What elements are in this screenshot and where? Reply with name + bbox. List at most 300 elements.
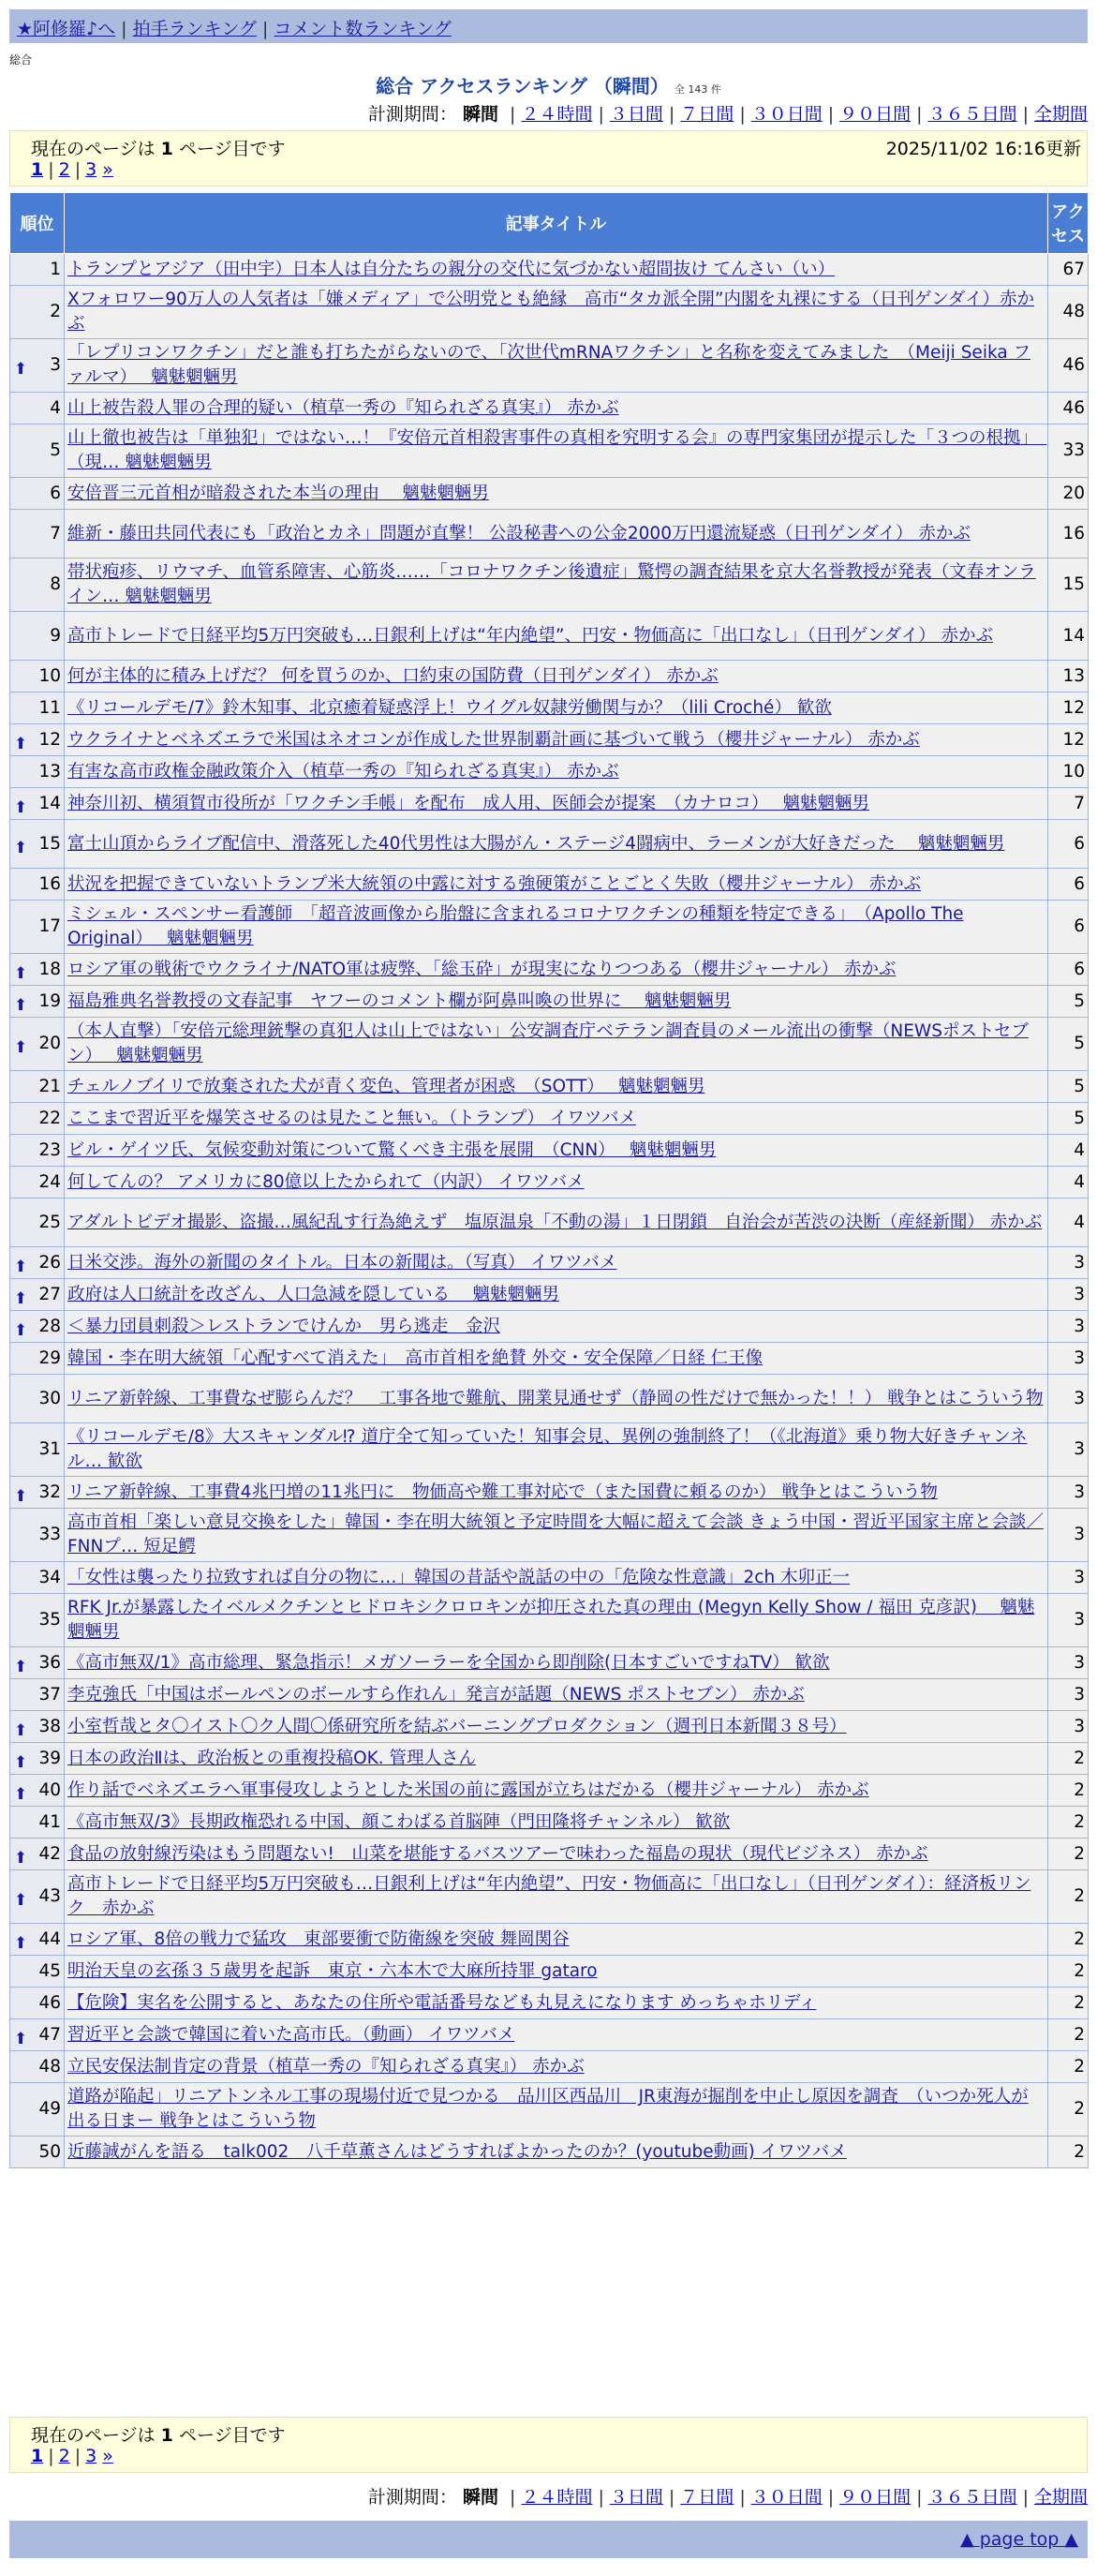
rank-up-arrow-icon: ⬆ xyxy=(14,734,28,753)
table-row xyxy=(10,286,1089,339)
rank-cell xyxy=(10,612,65,661)
table-row xyxy=(10,478,1089,510)
title-cell xyxy=(65,2137,1048,2168)
rank-cell xyxy=(10,756,65,788)
rank-cell xyxy=(10,1071,65,1103)
separator: | xyxy=(916,104,923,125)
access-count: 16 xyxy=(1048,510,1089,558)
rank-number: 31 xyxy=(38,1439,61,1459)
access-count: 2 xyxy=(1048,2019,1089,2051)
table-row xyxy=(10,558,1089,612)
table-row xyxy=(10,1956,1089,1988)
title-cell xyxy=(65,558,1048,612)
rank-number: 19 xyxy=(38,990,61,1011)
page-link[interactable]: 1 xyxy=(31,2446,44,2466)
access-count: 3 xyxy=(1048,1711,1089,1743)
table-row xyxy=(10,1679,1089,1711)
article-link[interactable]: トランプとアジア（田中宇）日本人は自分たちの親分の交代に気づかない超間抜け てんさい（い） xyxy=(67,259,836,279)
rank-up-arrow-icon: ⬆ xyxy=(14,1720,28,1740)
period-link[interactable]: ３０日間 xyxy=(750,2487,823,2508)
access-count: 2 xyxy=(1048,1807,1089,1839)
clap-ranking-link[interactable]: 拍手ランキング xyxy=(132,19,258,39)
access-count: 20 xyxy=(1048,478,1089,510)
bottom-bar xyxy=(9,2521,1088,2558)
rank-number: 38 xyxy=(38,1716,61,1736)
article-link[interactable]: 《高市無双/1》高市総理、緊急指示！メガソーラーを全国から即削除(日本すごいですねTV） 歓欲 xyxy=(67,1652,830,1673)
rank-cell xyxy=(10,2019,65,2051)
title-cell xyxy=(65,724,1048,756)
rank-cell xyxy=(10,1870,65,1924)
page-link[interactable]: 3 xyxy=(85,159,97,180)
access-count: 12 xyxy=(1048,692,1089,724)
table-row xyxy=(10,1135,1089,1167)
table-row xyxy=(10,954,1089,986)
access-count: 2 xyxy=(1048,1988,1089,2019)
title-cell xyxy=(65,756,1048,788)
table-row xyxy=(10,1423,1089,1477)
title-cell xyxy=(65,1924,1048,1956)
period-link[interactable]: ３日間 xyxy=(609,2487,663,2508)
rank-number: 23 xyxy=(38,1139,61,1160)
separator: | xyxy=(1022,104,1029,125)
access-count: 3 xyxy=(1048,1247,1089,1279)
separator: | xyxy=(1022,2487,1029,2508)
rank-number: 12 xyxy=(38,729,61,750)
article-link[interactable]: アダルトビデオ撮影、盗撮…風紀乱す行為絶えず 塩原温泉「不動の湯」１日閉鎖 自治会が苦渋の決断（産経新聞） 赤かぶ xyxy=(67,1212,1043,1232)
title-cell xyxy=(65,2019,1048,2051)
table-row xyxy=(10,1071,1089,1103)
title-cell xyxy=(65,254,1048,286)
rank-cell xyxy=(10,478,65,510)
table-row xyxy=(10,1199,1089,1247)
period-selector-bottom xyxy=(368,2483,1088,2509)
access-count: 3 xyxy=(1048,1562,1089,1594)
table-row xyxy=(10,1647,1089,1679)
rank-number: 21 xyxy=(38,1076,61,1096)
separator: | xyxy=(827,104,835,125)
period-link[interactable]: ３６５日間 xyxy=(927,2487,1017,2508)
rank-number: 4 xyxy=(50,397,61,418)
period-label: 計測期間： xyxy=(367,104,457,125)
access-count: 6 xyxy=(1048,820,1089,869)
title-cell xyxy=(65,1870,1048,1924)
rank-number: 20 xyxy=(38,1034,61,1053)
access-count: 2 xyxy=(1048,1775,1089,1807)
rank-number: 27 xyxy=(38,1284,61,1304)
access-count: 5 xyxy=(1048,986,1089,1018)
rank-cell xyxy=(10,1956,65,1988)
article-link[interactable]: チェルノブイリで放棄された犬が青く変色、管理者が困惑 （SOTT） 魑魅魍魎男 xyxy=(67,1076,705,1096)
article-link[interactable]: 作り話でベネズエラへ軍事侵攻しようとした米国の前に露国が立ちはだかる（櫻井ジャーナル） 赤かぶ xyxy=(67,1779,869,1800)
rank-number: 48 xyxy=(38,2056,61,2077)
rank-cell xyxy=(10,1343,65,1375)
title-cell xyxy=(65,1775,1048,1807)
rank-cell xyxy=(10,1647,65,1679)
rank-up-arrow-icon: ⬆ xyxy=(14,797,28,817)
table-row xyxy=(10,1743,1089,1775)
article-link[interactable]: 立民安保法制肯定の背景（植草一秀の『知られざる真実』） 赤かぶ xyxy=(67,2056,585,2077)
article-link[interactable]: リニア新幹線、工事費なぜ膨らんだ？ 工事各地で難航、開業見通せず（静岡の性だけで無かった！！） 戦争とはこういう物 xyxy=(67,1388,1044,1408)
rank-number: 46 xyxy=(38,1992,61,2013)
rank-cell xyxy=(10,2137,65,2168)
table-row xyxy=(10,1311,1089,1343)
table-row xyxy=(10,2051,1089,2083)
rank-number: 14 xyxy=(38,793,61,813)
rank-cell xyxy=(10,1279,65,1311)
access-count: 67 xyxy=(1048,254,1089,286)
rank-cell xyxy=(10,1743,65,1775)
article-link[interactable]: 日米交渉。海外の新聞のタイトル。日本の新聞は。（写真） イワツバメ xyxy=(67,1252,617,1273)
rank-up-arrow-icon: ⬆ xyxy=(14,1038,28,1057)
article-link[interactable]: ウクライナとベネズエラで米国はネオコンが作成した世界制覇計画に基づいて戦う（櫻井ジャーナル） 赤かぶ xyxy=(67,729,920,750)
table-row xyxy=(10,820,1089,869)
article-link[interactable]: 《高市無双/3》長期政権恐れる中国、顔こわばる首脳陣（門田隆将チャンネル） 歓欲 xyxy=(67,1811,731,1832)
title-cell xyxy=(65,869,1048,901)
article-link[interactable]: ロシア軍の戦術でウクライナ/NATO軍は疲弊、「総玉砕」が現実になりつつある（櫻井ジャーナル） 赤かぶ xyxy=(67,959,897,979)
article-link[interactable]: 高市トレードで日経平均5万円突破も…日銀利上げは“年内絶望”、円安・物価高に「出口なし」（日刊ゲンダイ）：経済板リンク 赤かぶ xyxy=(67,1874,1031,1918)
article-link[interactable]: 《リコールデモ/7》鈴木知事、北京癒着疑惑浮上！ウイグル奴隷労働関与か？（lili Croché） 歓欲 xyxy=(67,697,832,718)
period-link[interactable]: ７日間 xyxy=(680,104,734,125)
page-links xyxy=(31,2446,113,2466)
separator: | xyxy=(510,104,516,125)
table-row xyxy=(10,1594,1089,1647)
rank-number: 42 xyxy=(38,1843,61,1864)
access-count: 46 xyxy=(1048,393,1089,424)
rank-cell xyxy=(10,1807,65,1839)
separator: | xyxy=(598,2487,604,2508)
rank-number: 39 xyxy=(38,1748,61,1768)
article-link[interactable]: 政府は人口統計を改ざん、人口急減を隠している 魑魅魍魎男 xyxy=(67,1284,559,1304)
rank-number: 32 xyxy=(38,1482,61,1502)
rank-number: 6 xyxy=(50,483,61,503)
rank-number: 3 xyxy=(50,355,61,375)
page-links xyxy=(31,159,113,180)
access-count: 6 xyxy=(1048,869,1089,901)
article-link[interactable]: 習近平と会談で韓国に着いた高市氏。（動画） イワツバメ xyxy=(67,2024,515,2045)
access-count: 13 xyxy=(1048,661,1089,692)
table-row xyxy=(10,2137,1089,2168)
rank-cell xyxy=(10,692,65,724)
article-link[interactable]: 高市トレードで日経平均5万円突破も…日銀利上げは“年内絶望”、円安・物価高に「出口なし」（日刊ゲンダイ） 赤かぶ xyxy=(67,625,994,646)
article-link[interactable]: 富士山頂からライブ配信中、滑落死した40代男性は大腸がん・ステージ4闘病中、ラーメンが大好きだった 魑魅魍魎男 xyxy=(67,833,1005,854)
article-link[interactable]: 有害な高市政権金融政策介入（植草一秀の『知られざる真実』） 赤かぶ xyxy=(67,761,619,782)
page-link[interactable]: 2 xyxy=(58,159,70,180)
rank-cell xyxy=(10,1594,65,1647)
table-row xyxy=(10,661,1089,692)
table-row xyxy=(10,692,1089,724)
separator: | xyxy=(827,2487,835,2508)
title-cell xyxy=(65,1279,1048,1311)
article-link[interactable]: 韓国・李在明大統領「心配すべて消えた」 高市首相を絶賛 外交・安全保障／日経 仁王像 xyxy=(67,1348,763,1368)
title-cell xyxy=(65,788,1048,820)
rank-cell xyxy=(10,954,65,986)
separator: | xyxy=(48,2446,54,2466)
article-link[interactable]: 山上徹也被告は「単独犯」ではない…！『安倍元首相殺害事件の真相を究明する会』の専門家集団が提示した「３つの根拠」 （現… 魑魅魍魎男 xyxy=(67,428,1047,472)
article-link[interactable]: ロシア軍、8倍の戦力で猛攻 東部要衝で防衛線を突破 舞岡関谷 xyxy=(67,1928,570,1949)
access-count: 14 xyxy=(1048,612,1089,661)
article-link[interactable]: 福島雅典名誉教授の文春記事 ヤフーのコメント欄が阿鼻叫喚の世界に 魑魅魍魎男 xyxy=(67,990,732,1011)
period-link[interactable]: ７日間 xyxy=(680,2487,734,2508)
page-link[interactable]: 3 xyxy=(85,2446,97,2466)
rank-cell xyxy=(10,510,65,558)
article-link[interactable]: 明治天皇の玄孫３５歳男を起訴 東京・六本木で大麻所持罪 gataro xyxy=(67,1960,598,1981)
article-link[interactable]: 小室哲哉とタ〇イスト〇ク人間〇係研究所を結ぶバーニングプロダクション（週刊日本新聞３８号） xyxy=(67,1716,847,1736)
table-row xyxy=(10,1279,1089,1311)
table-row xyxy=(10,1343,1089,1375)
article-link[interactable]: 道路が陥起」リニアトンネル工事の現場付近で見つかる 品川区西品川 JR東海が掘削を中止し原因を調査 （いつか死人が出る日まー 戦争とはこういう物 xyxy=(67,2087,1029,2131)
period-label: 計測期間： xyxy=(367,2487,457,2508)
rank-up-arrow-icon: ⬆ xyxy=(14,995,28,1015)
article-link[interactable]: リニア新幹線、工事費4兆円増の11兆円に 物価高や難工事対応で（また国費に頼るのか） 戦争とはこういう物 xyxy=(67,1482,938,1502)
rank-number: 17 xyxy=(38,916,61,936)
title-cell xyxy=(65,986,1048,1018)
title-cell xyxy=(65,1071,1048,1103)
table-row xyxy=(10,612,1089,661)
rank-cell xyxy=(10,724,65,756)
rank-number: 35 xyxy=(38,1610,61,1630)
rank-number: 40 xyxy=(38,1779,61,1800)
rank-cell xyxy=(10,558,65,612)
rank-number: 2 xyxy=(50,302,61,321)
rank-cell xyxy=(10,1509,65,1562)
table-row xyxy=(10,424,1089,478)
title-cell xyxy=(65,1477,1048,1509)
period-current: 瞬間 xyxy=(462,104,498,125)
table-row xyxy=(10,986,1089,1018)
article-link[interactable]: （本人直撃）「安倍元総理銃撃の真犯人は山上ではない」公安調査庁ベテラン調査員のメール流出の衝撃（NEWSポストセブン） 魑魅魍魎男 xyxy=(67,1021,1029,1065)
article-link[interactable]: 維新・藤田共同代表にも「政治とカネ」問題が直撃！ 公設秘書への公金2000万円還流疑惑（日刊ゲンダイ） 赤かぶ xyxy=(67,523,971,543)
rank-number: 43 xyxy=(38,1886,61,1906)
access-count: 4 xyxy=(1048,1167,1089,1199)
rank-cell xyxy=(10,986,65,1018)
separator: | xyxy=(48,159,54,180)
rank-number: 1 xyxy=(50,259,61,279)
rank-cell xyxy=(10,1988,65,2019)
separator: | xyxy=(668,104,675,125)
table-row xyxy=(10,1018,1089,1071)
table-row xyxy=(10,2019,1089,2051)
access-count: 2 xyxy=(1048,2051,1089,2083)
title-cell xyxy=(65,1807,1048,1839)
rank-cell xyxy=(10,1375,65,1423)
title-cell xyxy=(65,954,1048,986)
rank-number: 28 xyxy=(38,1316,61,1336)
separator: | xyxy=(739,2487,746,2508)
rank-cell xyxy=(10,1679,65,1711)
article-link[interactable]: 食品の放射線汚染はもう問題ない! 山菜を堪能するバスツアーで味わった福島の現状（現代ビジネス） 赤かぶ xyxy=(67,1843,928,1864)
title-cell xyxy=(65,286,1048,339)
rank-number: 24 xyxy=(38,1171,61,1192)
rank-number: 16 xyxy=(38,873,61,894)
rank-cell xyxy=(10,254,65,286)
access-count: 2 xyxy=(1048,1839,1089,1870)
period-link[interactable]: ２４時間 xyxy=(521,2487,593,2508)
access-count: 3 xyxy=(1048,1509,1089,1562)
rank-number: 33 xyxy=(38,1525,61,1544)
title-cell xyxy=(65,478,1048,510)
rank-cell xyxy=(10,2051,65,2083)
article-link[interactable]: ビル・ゲイツ氏、気候変動対策について驚くべき主張を展開 （CNN） 魑魅魍魎男 xyxy=(67,1139,717,1160)
table-row xyxy=(10,1375,1089,1423)
rank-number: 44 xyxy=(38,1928,61,1949)
title-cell xyxy=(65,393,1048,424)
article-link[interactable]: 山上被告殺人罪の合理的疑い（植草一秀の『知られざる真実』） 赤かぶ xyxy=(67,397,619,418)
rank-up-arrow-icon: ⬆ xyxy=(14,963,28,983)
article-link[interactable]: 高市首相「楽しい意見交換をした」韓国・李在明大統領と予定時間を大幅に超えて会談 きょう中国・習近平国家主席と会談／FNNプ… 短足鰐 xyxy=(67,1512,1044,1556)
current-page-text: 現在のページは 1 ページ目です xyxy=(31,2425,286,2446)
article-link[interactable]: 帯状疱疹、リウマチ、血管系障害、心筋炎……「コロナワクチン後遺症」驚愕の調査結果を京大名誉教授が発表（文春オンライン… 魑魅魍魎男 xyxy=(67,562,1036,606)
title-cell xyxy=(65,1647,1048,1679)
period-links xyxy=(504,2487,1088,2508)
pager-bottom xyxy=(9,2417,1088,2473)
title-cell xyxy=(65,1988,1048,2019)
period-link[interactable]: ２４時間 xyxy=(521,104,593,125)
access-count: 7 xyxy=(1048,788,1089,820)
rank-number: 50 xyxy=(38,2141,61,2162)
title-cell xyxy=(65,692,1048,724)
rank-number: 36 xyxy=(38,1652,61,1673)
access-count: 2 xyxy=(1048,2137,1089,2168)
article-link[interactable]: 安倍晋三元首相が暗殺された本当の理由 魑魅魍魎男 xyxy=(67,483,489,503)
title-cell xyxy=(65,510,1048,558)
access-count: 2 xyxy=(1048,1956,1089,1988)
title-cell xyxy=(65,820,1048,869)
rank-number: 30 xyxy=(38,1388,61,1408)
rank-up-arrow-icon: ⬆ xyxy=(14,1891,28,1910)
table-row xyxy=(10,1247,1089,1279)
rank-number: 10 xyxy=(38,665,61,686)
table-row xyxy=(10,901,1089,954)
title-cell xyxy=(65,1743,1048,1775)
rank-cell xyxy=(10,1247,65,1279)
page-link[interactable]: 2 xyxy=(58,2446,70,2466)
access-count: 2 xyxy=(1048,1870,1089,1924)
table-row xyxy=(10,1711,1089,1743)
rank-number: 22 xyxy=(38,1108,61,1128)
article-link[interactable]: ここまで習近平を爆笑させるのは見たこと無い。（トランプ） イワツバメ xyxy=(67,1108,636,1128)
period-link[interactable]: 全期間 xyxy=(1033,104,1088,125)
access-count: 2 xyxy=(1048,1743,1089,1775)
article-link[interactable]: 李克強氏「中国はボールペンのボールすら作れん」発言が話題（NEWS ポストセブン） 赤かぶ xyxy=(67,1684,805,1705)
table-row xyxy=(10,1870,1089,1924)
rank-up-arrow-icon: ⬆ xyxy=(14,1848,28,1868)
rank-cell xyxy=(10,1135,65,1167)
rank-cell xyxy=(10,1775,65,1807)
article-link[interactable]: ＜暴力団員刺殺＞レストランでけんか 男ら逃走 金沢 xyxy=(67,1316,500,1336)
separator: | xyxy=(598,104,604,125)
access-count: 10 xyxy=(1048,756,1089,788)
rank-up-arrow-icon: ⬆ xyxy=(14,1657,28,1676)
access-count: 3 xyxy=(1048,1679,1089,1711)
article-link[interactable]: 神奈川初、横須賀市役所が「ワクチン手帳」を配布 成人用、医師会が提案 （カナロコ） 魑魅魍魎男 xyxy=(67,793,869,813)
table-row xyxy=(10,1775,1089,1807)
page-link[interactable]: 1 xyxy=(31,159,44,180)
title-cell xyxy=(65,1375,1048,1423)
title-cell xyxy=(65,1311,1048,1343)
title-cell xyxy=(65,1594,1048,1647)
title-cell xyxy=(65,2051,1048,2083)
article-link[interactable]: 状況を把握できていないトランプ米大統領の中露に対する強硬策がことごとく失敗（櫻井ジャーナル） 赤かぶ xyxy=(67,873,922,894)
article-link[interactable]: 近藤誠がんを語る talk002 八千草薫さんはどうすればよかったのか？(youtube動画) イワツバメ xyxy=(67,2141,847,2162)
article-link[interactable]: 【危険】実名を公開すると、あなたの住所や電話番号なども丸見えになります めっちゃホリディ xyxy=(67,1992,817,2013)
access-count: 3 xyxy=(1048,1477,1089,1509)
period-link[interactable]: 全期間 xyxy=(1033,2487,1088,2508)
article-link[interactable]: Xフォロワー90万人の人気者は「嫌メディア」で公明党とも絶縁 高市“タカ派全開”内閣を丸裸にする（日刊ゲンダイ）赤かぶ xyxy=(67,290,1035,334)
article-link[interactable]: 「レプリコンワクチン」だと誰も打ちたがらないので、「次世代mRNAワクチン」と名称を変えてみました （Meiji Seika ファルマ） 魑魅魍魎男 xyxy=(67,343,1031,387)
period-selector-top xyxy=(368,100,1088,126)
category-label: 総合 xyxy=(9,53,33,67)
rank-number: 11 xyxy=(38,697,61,718)
access-count: 33 xyxy=(1048,424,1089,478)
access-count: 6 xyxy=(1048,954,1089,986)
rank-number: 25 xyxy=(38,1212,61,1232)
rank-up-arrow-icon: ⬆ xyxy=(14,1752,28,1772)
table-row xyxy=(10,788,1089,820)
rank-cell xyxy=(10,1562,65,1594)
rank-cell xyxy=(10,339,65,393)
table-row xyxy=(10,339,1089,393)
comment-ranking-link[interactable]: コメント数ランキング xyxy=(274,19,452,39)
rank-up-arrow-icon: ⬆ xyxy=(14,1486,28,1506)
rank-up-arrow-icon: ⬆ xyxy=(14,1257,28,1276)
table-row xyxy=(10,756,1089,788)
article-link[interactable]: 「女性は襲ったり拉致すれば自分の物に…」韓国の昔話や説話の中の「危険な性意識」2ch 木卯正一 xyxy=(67,1567,851,1587)
article-link[interactable]: 《リコールデモ/8》大スキャンダル⁉ 道庁全て知っていた！知事会見、異例の強制終了！（《北海道》乗り物大好きチャンネル… 歓欲 xyxy=(67,1427,1028,1471)
period-link[interactable]: ３０日間 xyxy=(750,104,823,125)
table-body xyxy=(10,254,1089,2168)
rank-number: 13 xyxy=(38,761,61,782)
rank-number: 34 xyxy=(38,1567,61,1587)
rank-cell xyxy=(10,286,65,339)
home-link[interactable]: ★阿修羅♪へ xyxy=(17,19,116,39)
period-link[interactable]: ９０日間 xyxy=(839,2487,912,2508)
title-cell xyxy=(65,1018,1048,1071)
separator: | xyxy=(668,2487,675,2508)
period-current: 瞬間 xyxy=(462,2487,498,2508)
rank-number: 47 xyxy=(38,2024,61,2045)
title-cell xyxy=(65,661,1048,692)
article-link[interactable]: 日本の政治Ⅱは、政治板との重複投稿OK. 管理人さん xyxy=(67,1748,477,1768)
period-link[interactable]: ３６５日間 xyxy=(927,104,1017,125)
rank-up-arrow-icon: ⬆ xyxy=(14,360,28,379)
rank-up-arrow-icon: ⬆ xyxy=(14,1288,28,1308)
article-link[interactable]: ミシェル・スペンサー看護師 「超音波画像から胎盤に含まれるコロナワクチンの種類を特定できる」 （Apollo The Original） 魑魅魍魎男 xyxy=(67,904,964,948)
access-count: 2 xyxy=(1048,2083,1089,2137)
title-cell xyxy=(65,1562,1048,1594)
separator: | xyxy=(74,159,82,180)
article-link[interactable]: 何してんの？ アメリカに80億以上たかられて（内訳） イワツバメ xyxy=(67,1171,585,1192)
rank-number: 7 xyxy=(50,523,61,543)
access-count: 3 xyxy=(1048,1343,1089,1375)
header-rank: 順位 xyxy=(10,193,65,254)
title-cell xyxy=(65,1509,1048,1562)
next-page-link[interactable]: » xyxy=(102,2446,113,2466)
rank-up-arrow-icon: ⬆ xyxy=(14,2029,28,2048)
header-title: 記事タイトル xyxy=(65,193,1048,254)
rank-cell xyxy=(10,424,65,478)
period-link[interactable]: ９０日間 xyxy=(839,104,912,125)
article-link[interactable]: 何が主体的に積み上げだ？ 何を買うのか、口約束の国防費（日刊ゲンダイ） 赤かぶ xyxy=(67,665,719,686)
period-link[interactable]: ３日間 xyxy=(609,104,663,125)
rank-cell xyxy=(10,1199,65,1247)
article-link[interactable]: RFK Jr.が暴露したイベルメクチンとヒドロキシクロロキンが抑圧された真の理由 (Megyn Kelly Show / 福田 克彦訳) 魑魅魍魎男 xyxy=(67,1598,1035,1642)
page-top-link[interactable]: ▲ page top ▲ xyxy=(960,2529,1078,2550)
rank-cell xyxy=(10,1839,65,1870)
rank-up-arrow-icon: ⬆ xyxy=(14,1784,28,1804)
rank-number: 26 xyxy=(38,1252,61,1273)
rank-cell xyxy=(10,1018,65,1071)
next-page-link[interactable]: » xyxy=(102,159,113,180)
